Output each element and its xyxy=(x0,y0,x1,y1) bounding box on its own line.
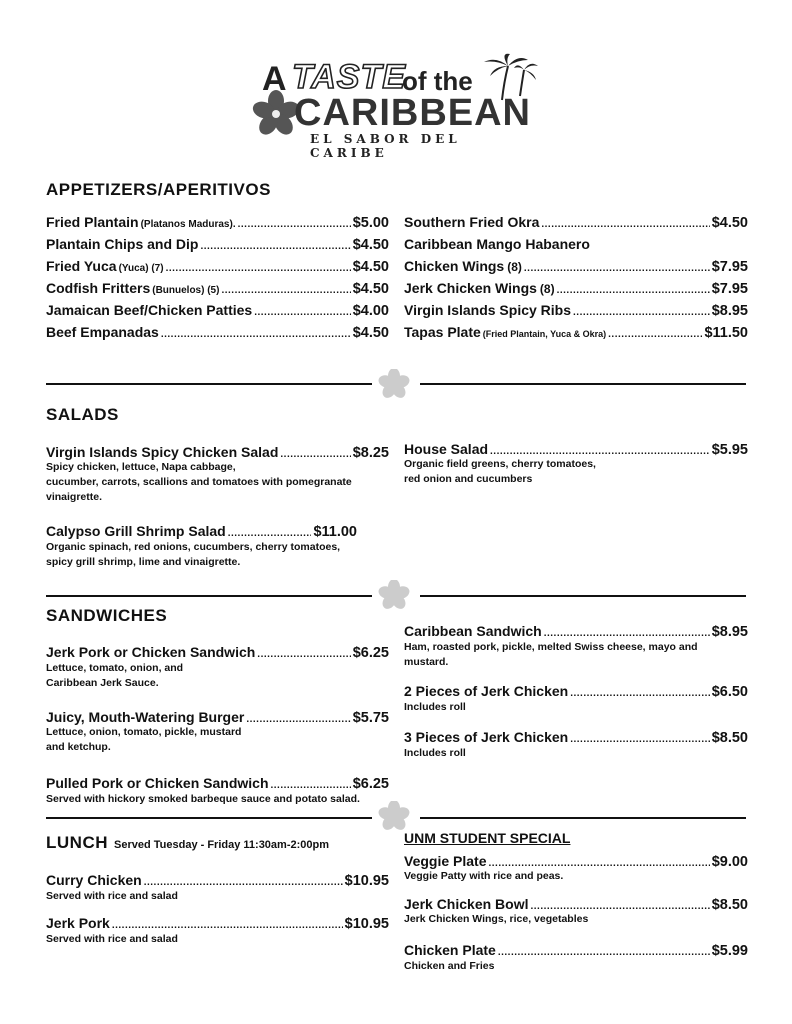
logo-of-the: of the xyxy=(402,66,473,96)
item-description: Lettuce, tomato, onion, and Caribbean Jerk Sauce. xyxy=(46,662,184,689)
divider-line xyxy=(420,817,746,819)
menu-item: Codfish Fritters (Bunuelos) (5) ..... $4.50 xyxy=(46,280,389,297)
item-description: Veggie Patty with rice and peas. xyxy=(404,870,564,882)
menu-item: Tapas Plate (Fried Plantain, Yuca & Okra) ..... $11.50 xyxy=(404,324,748,341)
hibiscus-divider-icon xyxy=(378,580,410,610)
divider-line xyxy=(46,383,372,385)
divider-line xyxy=(420,595,746,597)
menu-item: Chicken Wings (8) ..... $7.95 xyxy=(404,258,748,275)
menu-item: Caribbean Sandwich ..... $8.95 xyxy=(404,623,748,640)
item-description: Lettuce, onion, tomato, pickle, mustard and ketchup. xyxy=(46,726,242,753)
section-title-lunch: LUNCH Served Tuesday - Friday 11:30am-2:00pm xyxy=(46,833,330,852)
item-description: Chicken and Fries xyxy=(404,960,495,972)
item-description: Served with rice and salad xyxy=(46,890,178,902)
item-description: Served with rice and salad xyxy=(46,933,178,945)
menu-item: Jerk Pork ..... $10.95 xyxy=(46,915,389,932)
item-description: Served with hickory smoked barbeque sauce and potato salad. xyxy=(46,793,360,805)
menu-item: Calypso Grill Shrimp Salad ..... $11.00 xyxy=(46,523,357,540)
menu-item: Fried Yuca (Yuca) (7) ..... $4.50 xyxy=(46,258,389,275)
menu-item: Fried Plantain (Platanos Maduras). ..... $5.00 xyxy=(46,214,389,231)
item-description: Jerk Chicken Wings, rice, vegetables xyxy=(404,913,589,925)
divider-line xyxy=(420,383,746,385)
logo-taste: TASTE xyxy=(292,58,406,96)
menu-item: Virgin Islands Spicy Chicken Salad ..... $8.25 xyxy=(46,444,389,461)
section-title-student-special: UNM STUDENT SPECIAL xyxy=(404,830,571,846)
section-title-sandwiches: SANDWICHES xyxy=(46,606,168,625)
menu-item: Veggie Plate ..... $9.00 xyxy=(404,853,748,870)
lunch-hours: Served Tuesday - Friday 11:30am-2:00pm xyxy=(114,839,330,851)
menu-item: Jerk Chicken Wings (8) ..... $7.95 xyxy=(404,280,748,297)
palm-tree-icon xyxy=(480,52,540,102)
item-description: Includes roll xyxy=(404,747,466,759)
divider-line xyxy=(46,817,372,819)
section-title-appetizers: APPETIZERS/APERITIVOS xyxy=(46,180,271,199)
menu-item: Southern Fried Okra ..... $4.50 xyxy=(404,214,748,231)
item-description: Ham, roasted pork, pickle, melted Swiss cheese, mayo and mustard. xyxy=(404,641,698,668)
logo-caribbean: CARIBBEAN xyxy=(294,92,531,134)
menu-item: House Salad ..... $5.95 xyxy=(404,441,748,458)
divider-line xyxy=(46,595,372,597)
item-description: Includes roll xyxy=(404,701,466,713)
menu-item: 3 Pieces of Jerk Chicken ..... $8.50 xyxy=(404,729,748,746)
menu-item: Jerk Pork or Chicken Sandwich ..... $6.25 xyxy=(46,644,389,661)
menu-item: Virgin Islands Spicy Ribs ..... $8.95 xyxy=(404,302,748,319)
menu-item: 2 Pieces of Jerk Chicken ..... $6.50 xyxy=(404,683,748,700)
menu-item: Jerk Chicken Bowl ..... $8.50 xyxy=(404,896,748,913)
item-description: Organic field greens, cherry tomatoes, red onion and cucumbers xyxy=(404,458,596,485)
logo-a: A xyxy=(262,60,287,98)
section-title-salads: SALADS xyxy=(46,405,119,424)
menu-item: Plantain Chips and Dip ..... $4.50 xyxy=(46,236,389,253)
menu-item: Pulled Pork or Chicken Sandwich ..... $6.25 xyxy=(46,775,389,792)
menu-item: Chicken Plate ..... $5.99 xyxy=(404,942,748,959)
hibiscus-divider-icon xyxy=(378,801,410,831)
menu-item: Caribbean Mango Habanero xyxy=(404,236,590,252)
menu-item: Juicy, Mouth-Watering Burger ..... $5.75 xyxy=(46,709,389,726)
menu-item: Jamaican Beef/Chicken Patties ..... $4.00 xyxy=(46,302,389,319)
logo xyxy=(252,52,542,160)
menu-item: Curry Chicken ..... $10.95 xyxy=(46,872,389,889)
item-description: Organic spinach, red onions, cucumbers, cherry tomatoes, spicy grill shrimp, lime and vinaigrette. xyxy=(46,541,341,568)
item-description: Spicy chicken, lettuce, Napa cabbage, cucumber, carrots, scallions and tomatoes with pomegranate vinaigrette. xyxy=(46,461,352,503)
logo-tagline: EL SABOR DEL CARIBE xyxy=(310,132,461,160)
hibiscus-divider-icon xyxy=(378,369,410,399)
menu-item: Beef Empanadas ..... $4.50 xyxy=(46,324,389,341)
